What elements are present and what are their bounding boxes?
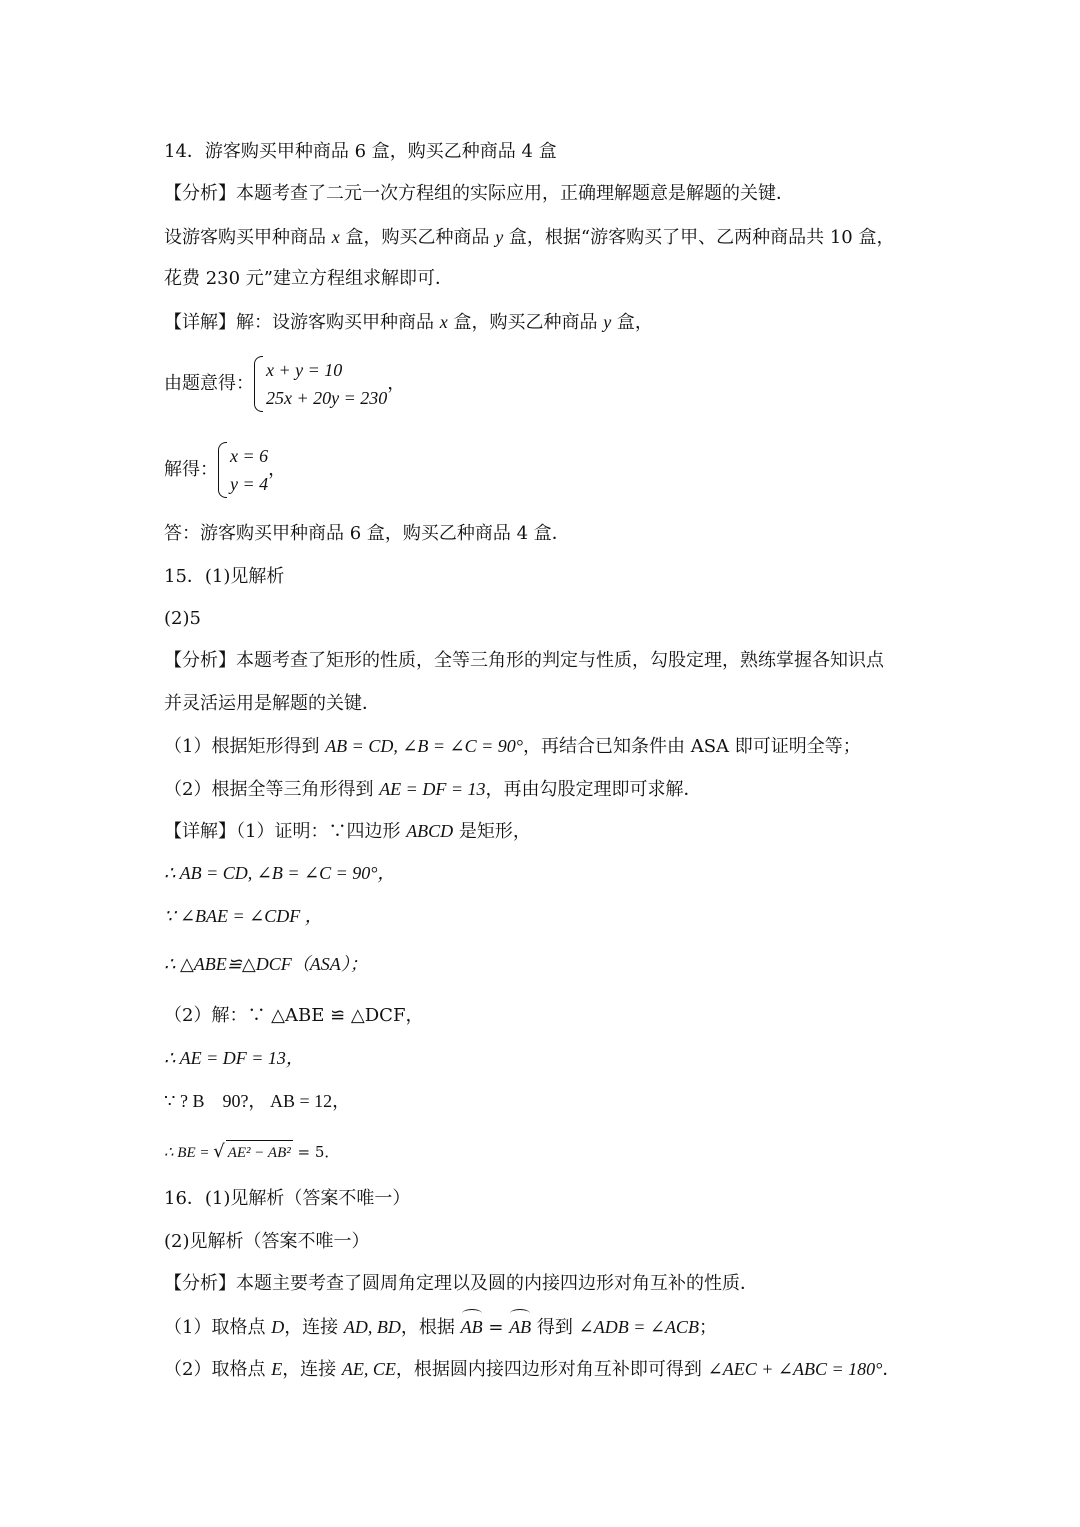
q15-detail: 【详解】（1）证明：∵四边形 ABCD 是矩形，: [164, 821, 531, 842]
q16-step1: （1）取格点 D，连接 AD, BD，根据 AB = AB 得到 ∠ADB = ∠ACB；: [164, 1317, 717, 1338]
q14-title: 14．游客购买甲种商品 6 盒，购买乙种商品 4 盒: [164, 141, 557, 162]
q15-analysis-cont: 并灵活运用是解题的关键．: [164, 693, 380, 714]
q15-proof-line2: ∵ ∠BAE = ∠CDF ，: [164, 906, 323, 926]
q15-part2-line1: （2）解：∵ △ABE ≌ △DCF，: [164, 1005, 424, 1026]
q15-proof-line3: ∴ △ABE≌△DCF（ASA）；: [164, 954, 368, 974]
q15-analysis: 【分析】本题考查了矩形的性质，全等三角形的判定与性质，勾股定理，熟练掌握各知识点: [164, 650, 884, 671]
q16-part2: (2)见解析（答案不唯一）: [164, 1231, 370, 1252]
q14-analysis-line3: 花费 230 元”建立方程组求解即可．: [164, 268, 454, 289]
arc-ab-1: AB: [460, 1317, 483, 1337]
q15-part2-line3: ∵ ? B 90?， AB = 12，: [164, 1091, 351, 1111]
square-root: AE² − AB²: [226, 1140, 293, 1165]
q15-proof-line1: ∴ AB = CD, ∠B = ∠C = 90°，: [164, 863, 396, 883]
q16-title: 16．(1)见解析（答案不唯一）: [164, 1188, 411, 1209]
q16-step2: （2）取格点 E，连接 AE, CE，根据圆内接四边形对角互补即可得到 ∠AEC + ∠ABC = 180°．: [164, 1359, 901, 1380]
q15-title: 15．(1)见解析: [164, 566, 285, 587]
solution-brace: x = 6 y = 4: [218, 442, 268, 498]
q15-part2-line4: ∴ BE = √ AE² − AB² = 5．: [164, 1140, 339, 1165]
q14-solution-system: 解得： x = 6 y = 4 ，: [164, 442, 286, 498]
q15-part2-line2: ∴ AE = DF = 13，: [164, 1048, 304, 1068]
q14-analysis-line2: 设游客购买甲种商品 x 盒，购买乙种商品 y 盒，根据“游客购买了甲、乙两种商品共 10 盒，: [164, 227, 895, 248]
q14-answer: 答：游客购买甲种商品 6 盒，购买乙种商品 4 盒．: [164, 523, 570, 544]
q15-step2: （2）根据全等三角形得到 AE = DF = 13，再由勾股定理即可求解．: [164, 779, 702, 800]
q14-analysis: 【分析】本题考查了二元一次方程组的实际应用，正确理解题意是解题的关键．: [164, 183, 794, 204]
q14-detail: 【详解】解：设游客购买甲种商品 x 盒，购买乙种商品 y 盒，: [164, 312, 653, 333]
q15-part2: (2)5: [164, 608, 201, 629]
q15-step1: （1）根据矩形得到 AB = CD, ∠B = ∠C = 90°，再结合已知条件由 ASA 即可证明全等；: [164, 736, 861, 757]
equation-brace: x + y = 10 25x + 20y = 230: [254, 356, 387, 412]
q14-equation-system: 由题意得： x + y = 10 25x + 20y = 230 ，: [164, 356, 405, 412]
q16-analysis: 【分析】本题主要考查了圆周角定理以及圆的内接四边形对角互补的性质．: [164, 1273, 758, 1294]
arc-ab-2: AB: [509, 1317, 532, 1337]
